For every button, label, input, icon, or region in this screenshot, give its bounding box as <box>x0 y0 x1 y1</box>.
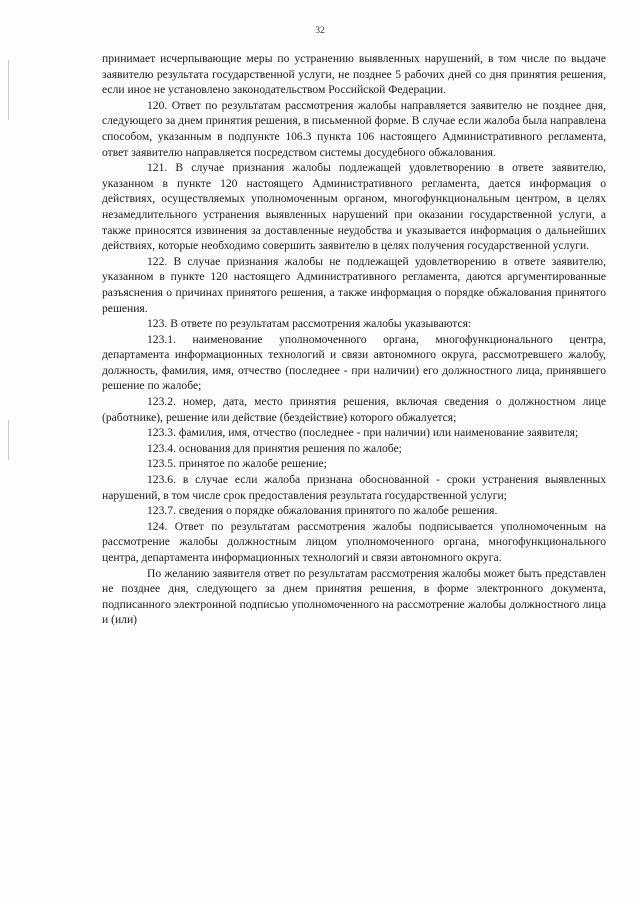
paragraph-123: 123. В ответе по результатам рассмотрения жалобы указываются: <box>147 317 472 331</box>
paragraph-120: 120. Ответ по результатам рассмотрения жалобы направляется заявителю не позднее дня, следующего за днем принятия решения, в письменной форме. В случае если жалоба была направлена способом, указанным в подпункте 106.3 пункта 106 настоящего Административного регламента, ответ заявителю направляется посредством системы досудебного обжалования. <box>102 98 606 159</box>
paragraph-123-2: 123.2. номер, дата, место принятия решения, включая сведения о должностном лице (работнике), решение или действие (бездействие) которого обжалуется; <box>102 395 606 424</box>
paragraph-121: 121. В случае признания жалобы подлежащей удовлетворению в ответе заявителю, указанном в пункте 120 настоящего Административного регламента, дается информация о действиях, осуществляемых уполномоченным органом, многофункциональным центром, в целях незамедлительного устранения выявленных нарушений при оказании государственной услуги, а также приносятся извинения за доставленные неудобства и указывается информация о дальнейших действиях, которые необходимо совершить заявителю в целях получения государственной услуги. <box>102 161 606 253</box>
paragraph-123-4: 123.4. основания для принятия решения по жалобе; <box>147 441 402 455</box>
scan-margin-mark <box>8 420 9 460</box>
paragraph-123-3: 123.3. фамилия, имя, отчество (последнее - при наличии) или наименование заявителя; <box>147 426 579 440</box>
paragraph-124: 124. Ответ по результатам рассмотрения жалобы подписывается уполномоченным на рассмотрение жалобы должностным лицом уполномоченного органа, многофункционального центра, департамента информационных технологий и связи автономного округа. <box>102 519 606 564</box>
paragraph-123-5: 123.5. принятое по жалобе решение; <box>147 457 327 471</box>
scan-margin-mark <box>8 60 9 120</box>
document-body <box>102 51 606 628</box>
paragraph-122: 122. В случае признания жалобы не подлежащей удовлетворению в ответе заявителю, указанном в пункте 120 настоящего Административного регламента, даются аргументированные разъяснения о причинах принятого решения, а также информация о порядке обжалования принятого решения. <box>102 254 606 315</box>
paragraph-123-1: 123.1. наименование уполномоченного органа, многофункционального центра, департамента информационных технологий и связи автономного округа, рассмотревшего жалобу, должность, фамилия, имя, отчество (последнее - при наличии) его должностного лица, принявшего решение по жалобе; <box>102 332 606 393</box>
paragraph-123-6: 123.6. в случае если жалоба признана обоснованной - сроки устранения выявленных нарушений, в том числе срок предоставления результата государственной услуги; <box>102 473 606 502</box>
paragraph-123-7: 123.7. сведения о порядке обжалования принятого по жалобе решения. <box>147 504 498 518</box>
paragraph-continuation: принимает исчерпывающие меры по устранению выявленных нарушений, в том числе по выдаче заявителю результата государственной услуги, не позднее 5 рабочих дней со дня принятия решения, если иное не установлено законодательством Российской Федерации. <box>102 52 606 97</box>
paragraph-electronic-response: По желанию заявителя ответ по результатам рассмотрения жалобы может быть представлен не позднее дня, следующего за днем принятия решения, в форме электронного документа, подписанного электронной подписью уполномоченного на рассмотрение жалобы должностного лица и (или) <box>102 566 606 627</box>
page-number: 32 <box>315 26 325 36</box>
